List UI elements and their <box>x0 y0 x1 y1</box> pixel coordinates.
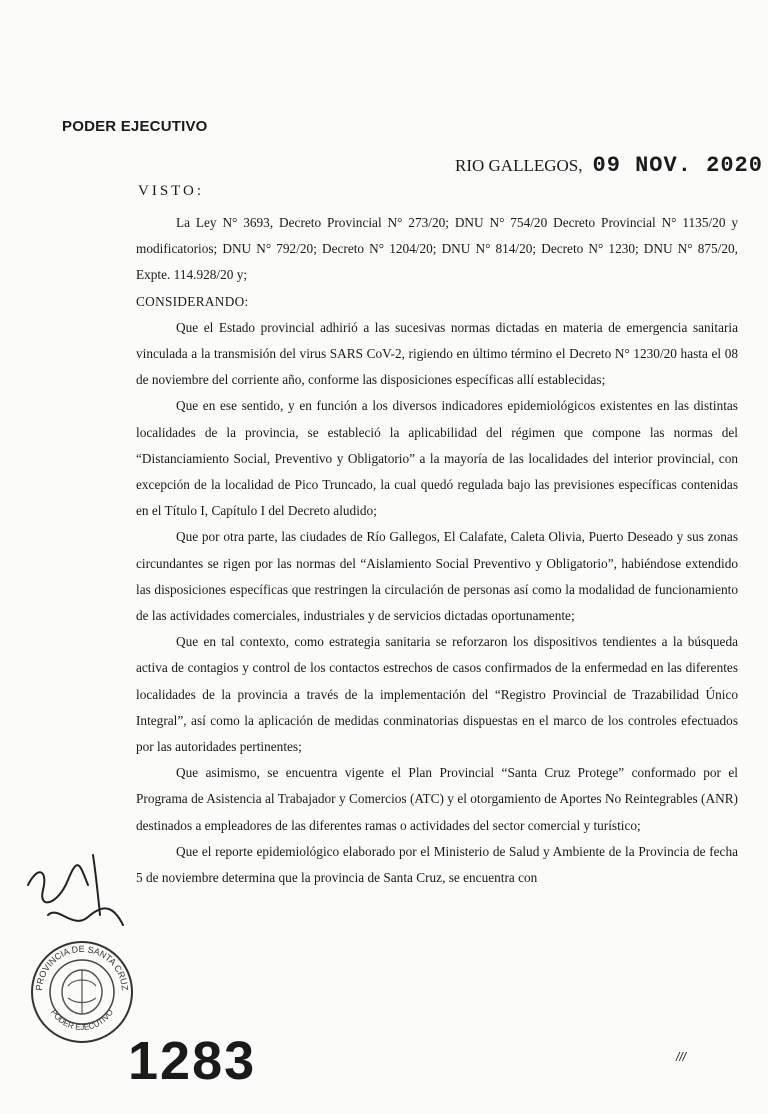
considerando-label: CONSIDERANDO: <box>136 293 249 309</box>
seal-text-bottom: PODER EJECUTIVO <box>48 1007 116 1033</box>
paragraph: Que asimismo, se encuentra vigente el Plan Provincial “Santa Cruz Protege” conformado por el Programa de Asistencia al Trabajador y Comercios (ATC) y el otorgamiento de Aportes No Reintegrables (ANR) destinados a empleadores de las diferentes ramas o actividades del sector comercial y turístico; <box>136 765 738 833</box>
page-continuation-mark: /// <box>676 1050 687 1064</box>
place-text: RIO GALLEGOS, <box>455 156 583 175</box>
visto-paragraph: La Ley N° 3693, Decreto Provincial N° 273/20; DNU N° 754/20 Decreto Provincial N° 1135/20 y modificatorios; DNU N° 792/20; Decreto N° 1204/20; DNU N° 814/20; Decreto N° 1230; DNU N° 875/20, Expte. 114.928/20 y; <box>136 215 738 283</box>
visto-label: VISTO: <box>138 183 205 199</box>
paragraph: Que por otra parte, las ciudades de Río Gallegos, El Calafate, Caleta Olivia, Puerto Deseado y sus zonas circundantes se rigen por las normas del “Aislamiento Social Preventivo y Obligatorio”, habiéndose extendido las disposiciones específicas que restringen la circulación de personas así como la modalidad de funcionamiento de las actividades comerciales, industriales y de servicios dictadas oportunamente; <box>136 529 738 624</box>
official-seal <box>28 938 136 1046</box>
paragraph: Que el reporte epidemiológico elaborado por el Ministerio de Salud y Ambiente de la Provincia de fecha 5 de noviembre determina que la provincia de Santa Cruz, se encuentra con <box>136 843 738 886</box>
header-title: PODER EJECUTIVO <box>62 118 208 135</box>
paragraph: Que en ese sentido, y en función a los diversos indicadores epidemiológicos existentes en las distintas localidades de la provincia, se estableció la aplicabilidad del régimen que compone las normas del “Distanciamiento Social, Preventivo y Obligatorio” a la mayoría de las localidades del interior provincial, con excepción de la localidad de Pico Truncado, la cual quedó regulada bajo las previsiones específicas contenidas en el Título I, Capítulo I del Decreto aludido; <box>136 398 738 519</box>
decree-number: 1283 <box>128 1031 257 1091</box>
seal-text-top: PROVINCIA DE SANTA CRUZ <box>33 943 131 992</box>
body-text <box>136 210 738 891</box>
paragraph: Que el Estado provincial adhirió a las sucesivas normas dictadas en materia de emergencia sanitaria vinculada a la transmisión del virus SARS CoV-2, rigiendo en último término el Decreto N° 1230/20 hasta el 08 de noviembre del corriente año, conforme las disposiciones específicas allí establecidas; <box>136 319 738 388</box>
place-date-line <box>455 153 763 178</box>
date-stamp: 09 NOV. 2020 <box>592 153 763 178</box>
paragraph: Que en tal contexto, como estrategia sanitaria se reforzaron los dispositivos tendientes a la búsqueda activa de contagios y control de los contactos estrechos de casos confirmados de la enfermedad en las diferentes localidades de la provincia a través de la implementación del “Registro Provincial de Trazabilidad Único Integral”, así como la aplicación de medidas conminatorias dispuestas en el marco de los controles efectuados por las autoridades pertinentes; <box>136 634 738 755</box>
signature-scribble <box>18 845 138 945</box>
